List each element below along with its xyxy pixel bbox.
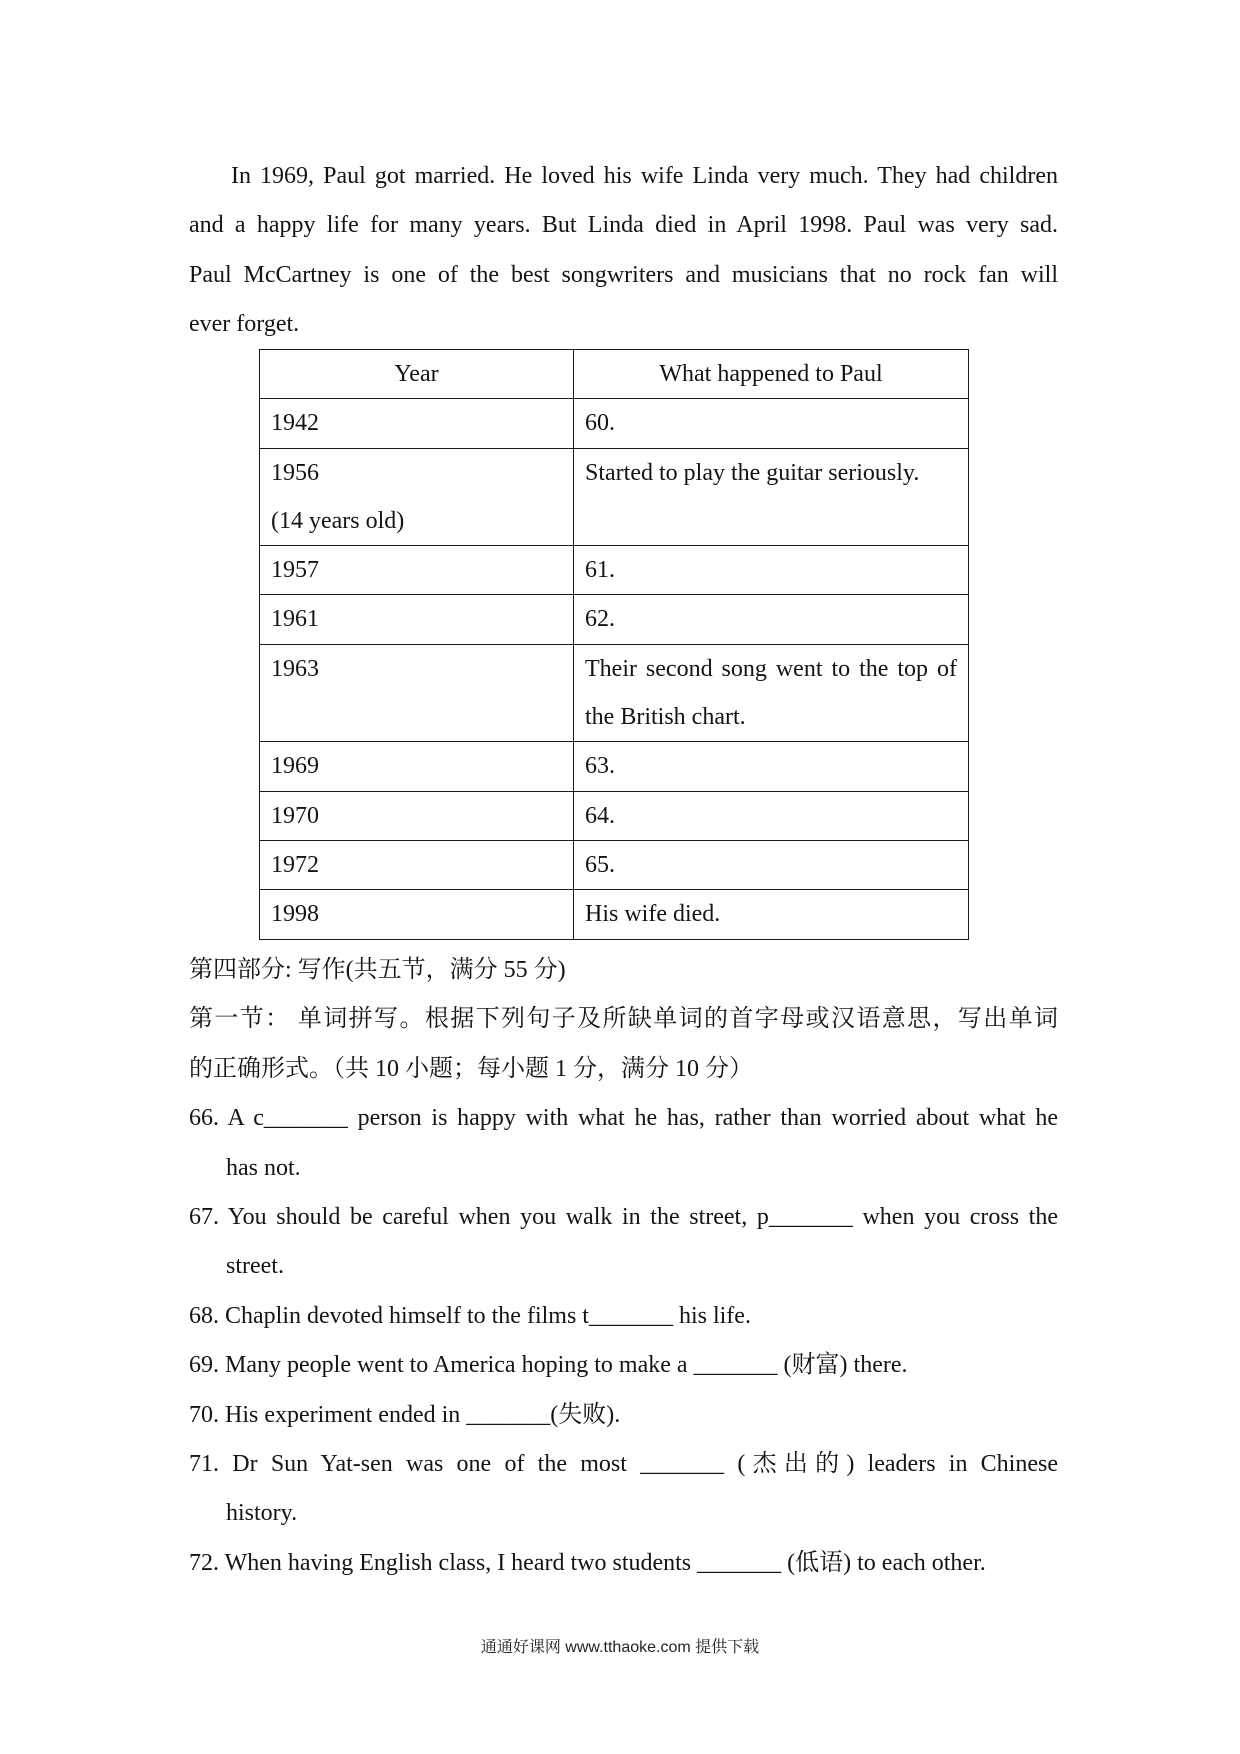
year-cell xyxy=(260,840,574,889)
table-row xyxy=(260,890,969,939)
question-number: 70. xyxy=(189,1401,219,1428)
year-cell xyxy=(260,890,574,939)
year-cell xyxy=(260,546,574,595)
year-note: (14 years old) xyxy=(271,507,405,534)
passage-line: ever forget. xyxy=(189,311,300,338)
question-68 xyxy=(189,1292,1058,1341)
question-text: Chaplin devoted himself to the films t_______ his life. xyxy=(225,1302,751,1329)
year-text: 1963 xyxy=(271,655,319,682)
event-text: 63. xyxy=(585,753,615,780)
question-text: street. xyxy=(226,1253,284,1280)
year-text: 1969 xyxy=(271,753,319,780)
event-text: Their second song went to the top of xyxy=(585,655,957,682)
passage-line: Paul McCartney is one of the best songwriters and musicians that no rock fan will xyxy=(189,261,1058,288)
year-text: 1972 xyxy=(271,851,319,878)
event-text: His wife died. xyxy=(585,901,721,928)
table-row xyxy=(260,399,969,448)
event-cell xyxy=(574,840,969,889)
question-text: You should be careful when you walk in the street, p_______ when you cross the xyxy=(227,1203,1058,1230)
year-text: 1961 xyxy=(271,606,319,633)
passage-paragraph xyxy=(189,152,1058,350)
event-cell xyxy=(574,546,969,595)
question-70 xyxy=(189,1391,1058,1440)
passage-line: In 1969, Paul got married. He loved his wife Linda very much. They had children xyxy=(231,163,1058,189)
year-cell xyxy=(260,399,574,448)
event-cell xyxy=(574,595,969,644)
timeline-table xyxy=(259,349,969,940)
question-71 xyxy=(189,1440,1058,1539)
question-number: 69. xyxy=(189,1352,219,1379)
table-row xyxy=(260,546,969,595)
table-row xyxy=(260,742,969,791)
table-row xyxy=(260,595,969,644)
question-number: 71. xyxy=(189,1450,219,1477)
section-one-instructions: 第一节： 单词拼写。根据下列句子及所缺单词的首字母或汉语意思，写出单词 xyxy=(189,1006,1058,1033)
event-text: 61. xyxy=(585,557,615,584)
table-header-year: Year xyxy=(260,350,574,399)
event-cell xyxy=(574,890,969,939)
table-row xyxy=(260,644,969,742)
year-text: 1956 xyxy=(271,459,319,486)
event-text: 64. xyxy=(585,802,615,829)
event-text: 65. xyxy=(585,851,615,878)
year-text: 1942 xyxy=(271,410,319,437)
question-text: A c_______ person is happy with what he has, rather than worried about what he xyxy=(227,1105,1058,1132)
section-one-instructions: 的正确形式。（共 10 小题；每小题 1 分，满分 10 分） xyxy=(189,1055,753,1082)
year-cell xyxy=(260,448,574,546)
event-text: the British chart. xyxy=(585,704,746,731)
question-72 xyxy=(189,1539,1058,1588)
event-text: 62. xyxy=(585,606,615,633)
question-67 xyxy=(189,1193,1058,1292)
question-text: Dr Sun Yat-sen was one of the most _______ (杰出的) leaders in Chinese xyxy=(232,1450,1058,1477)
year-text: 1998 xyxy=(271,901,319,928)
event-cell xyxy=(574,791,969,840)
event-text: 60. xyxy=(585,410,615,437)
table-header-row xyxy=(260,350,969,399)
question-number: 66. xyxy=(189,1105,219,1132)
passage-line: and a happy life for many years. But Linda died in April 1998. Paul was very sad. xyxy=(189,212,1058,239)
question-number: 67. xyxy=(189,1203,219,1230)
table-header-event: What happened to Paul xyxy=(574,350,969,399)
year-cell xyxy=(260,644,574,742)
question-number: 72. xyxy=(189,1549,219,1576)
question-number: 68. xyxy=(189,1302,219,1329)
writing-section xyxy=(189,946,1058,1588)
event-cell xyxy=(574,644,969,742)
question-text: has not. xyxy=(226,1154,301,1181)
part-four-heading: 第四部分: 写作(共五节，满分 55 分) xyxy=(189,957,566,983)
footer-source: 通通好课网 www.tthaoke.com 提供下载 xyxy=(480,1639,760,1656)
year-cell xyxy=(260,742,574,791)
table-row xyxy=(260,448,969,546)
event-cell xyxy=(574,742,969,791)
question-69 xyxy=(189,1341,1058,1390)
year-text: 1957 xyxy=(271,557,319,584)
year-text: 1970 xyxy=(271,802,319,829)
event-cell xyxy=(574,448,969,546)
question-text: Many people went to America hoping to make a _______ (财富) there. xyxy=(225,1352,908,1379)
year-cell xyxy=(260,791,574,840)
question-66 xyxy=(189,1094,1058,1193)
year-cell xyxy=(260,595,574,644)
table-row xyxy=(260,840,969,889)
question-text: His experiment ended in _______(失败). xyxy=(225,1401,621,1428)
event-cell xyxy=(574,399,969,448)
question-text: history. xyxy=(226,1500,298,1527)
event-text: Started to play the guitar seriously. xyxy=(585,459,920,486)
table-row xyxy=(260,791,969,840)
question-text: When having English class, I heard two students _______ (低语) to each other. xyxy=(224,1549,986,1576)
